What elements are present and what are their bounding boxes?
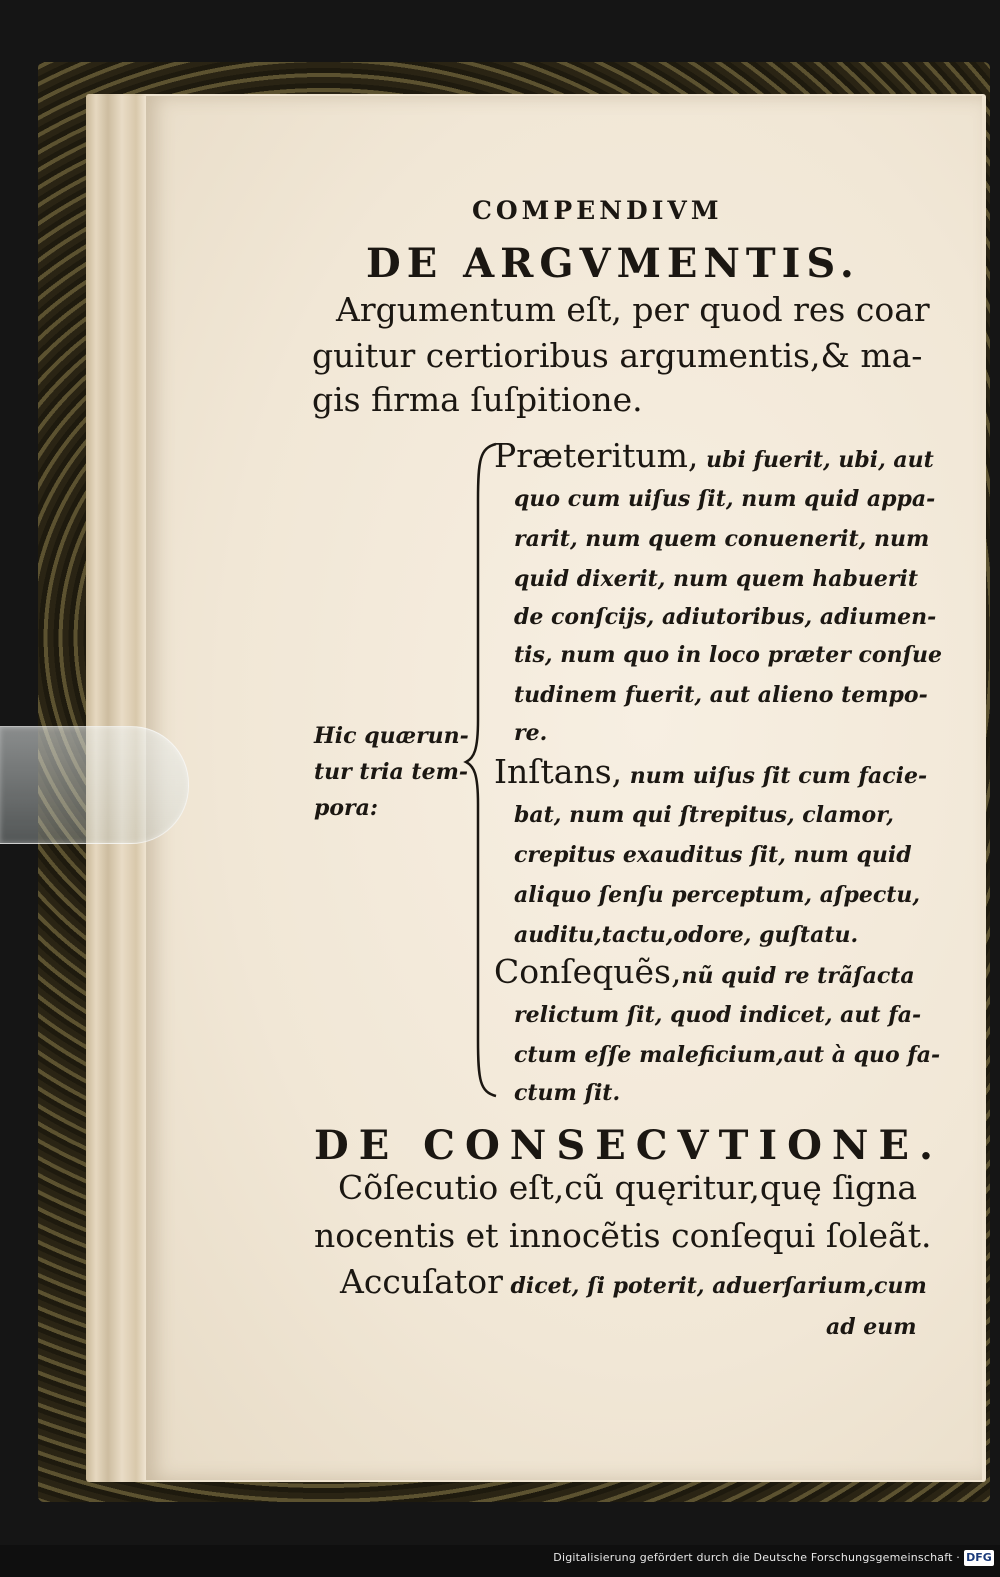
item-consequens-text: nũ quid re trãſacta: [681, 963, 915, 989]
item-instans-text: num uiſus ſit cum facie-: [622, 763, 928, 789]
intro-line-1: Argumentum eſt, per quod res coar: [336, 290, 930, 329]
item-instans-line-4: aliquo ſenſu perceptum, aſpectu,: [514, 882, 921, 908]
item-praeteritum-line-1: [494, 436, 934, 475]
item-praeteritum-line-2: quo cum uiſus ſit, num quid appa-: [514, 486, 936, 512]
item-praeteritum-text: ubi fuerit, ubi, aut: [698, 447, 934, 473]
item-instans-line-2: bat, num qui ſtrepitus, clamor,: [514, 802, 894, 828]
accusator-text: dicet, ſi poterit, aduerſarium,cum: [502, 1273, 927, 1299]
item-praeteritum-lead: Præteritum,: [494, 436, 699, 475]
bookmark-tab: [0, 726, 189, 844]
section-title-consecutione: DE CONSECVTIONE.: [314, 1122, 943, 1169]
consecutio-line-2: nocentis et innocẽtis conſequi ſoleãt.: [314, 1216, 932, 1255]
footer-credit: Digitalisierung gefördert durch die Deutsche Forschungsgemeinschaft ·: [553, 1551, 960, 1564]
item-praeteritum-line-6: tis, num quo in loco præter conſue: [514, 642, 943, 668]
margin-note-line-3: pora:: [314, 795, 379, 821]
accusator-lead: Accuſator: [340, 1262, 503, 1301]
consecutio-line-1: Cõſecutio eſt,cũ quęritur,quę ſigna: [338, 1168, 918, 1207]
accusator-line: [340, 1262, 927, 1301]
item-consequens-line-4: ctum ſit.: [514, 1080, 621, 1106]
intro-line-3: gis firma ſuſpitione.: [312, 380, 643, 419]
dfg-logo: DFG: [964, 1550, 994, 1566]
item-consequens-line-2: relictum ſit, quod indicet, aut fa-: [514, 1002, 922, 1028]
margin-note-line-1: Hic quærun-: [314, 723, 469, 749]
item-instans-line-3: crepitus exauditus ſit, num quid: [514, 842, 912, 868]
running-head: COMPENDIVM: [472, 196, 723, 225]
section-title-argumentis: DE ARGVMENTIS.: [366, 240, 860, 287]
item-instans-line-1: [494, 752, 927, 791]
item-praeteritum-line-5: de conſcijs, adiutoribus, adiumen-: [514, 604, 937, 630]
intro-line-2: guitur certioribus argumentis,& ma-: [312, 336, 923, 375]
item-instans-line-5: auditu,tactu,odore, guſtatu.: [514, 922, 859, 948]
item-consequens-line-3: ctum eſſe maleficium,aut à quo fa-: [514, 1042, 941, 1068]
item-praeteritum-line-8: re.: [514, 720, 548, 746]
item-instans-lead: Inſtans,: [494, 752, 623, 791]
item-consequens-line-1: [494, 952, 915, 991]
item-praeteritum-line-3: rarit, num quem conuenerit, num: [514, 526, 930, 552]
margin-note-line-2: tur tria tem-: [314, 759, 468, 785]
catchword: ad eum: [826, 1314, 917, 1340]
item-consequens-lead: Conſequẽs,: [494, 952, 682, 991]
item-praeteritum-line-4: quid dixerit, num quem habuerit: [514, 566, 919, 592]
item-praeteritum-line-7: tudinem fuerit, aut alieno tempo-: [514, 682, 928, 708]
